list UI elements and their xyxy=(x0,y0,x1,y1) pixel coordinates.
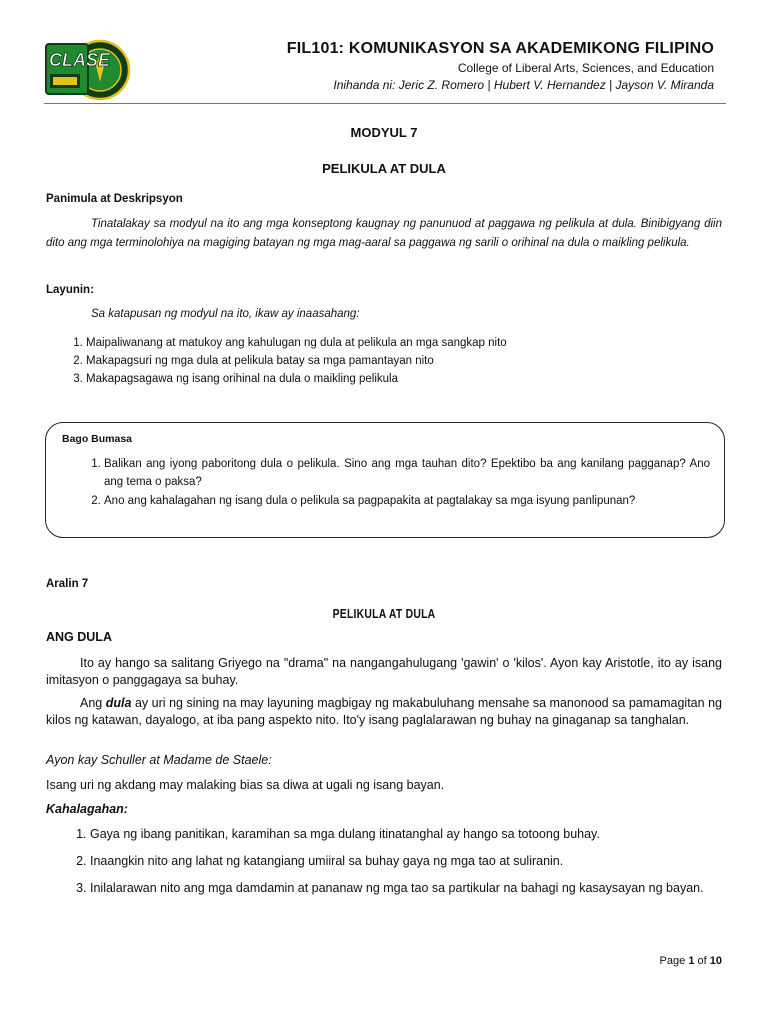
list-item: 2. Makapagsuri ng mga dula at pelikula batay sa mga pamantayan nito xyxy=(86,352,722,370)
list-item: 1. Gaya ng ibang panitikan, karamihan sa mga dulang itinatanghal ay hango sa totoong buhay. xyxy=(90,826,722,843)
objectives-list xyxy=(66,334,722,388)
objectives-heading: Layunin: xyxy=(46,284,94,296)
page-total: 10 xyxy=(709,955,722,967)
before-reading-label: Bago Bumasa xyxy=(62,433,133,445)
list-item: 1. Maipaliwanang at matukoy ang kahulugan ng dula at pelikula an mga sangkap nito xyxy=(86,334,722,352)
quote-attribution: Ayon kay Schuller at Madame de Staele: xyxy=(46,753,272,767)
list-item: 3. Makapagsagawa ng isang orihinal na dula o maikling pelikula xyxy=(86,370,722,388)
list-item: 1. Balikan ang iyong paboritong dula o pelikula. Sino ang mga tauhan dito? Epektibo ba ang kanilang pagganap? Ano ang tema o paksa? xyxy=(104,455,710,491)
logo-text: CLASE xyxy=(49,50,111,70)
page-word: Page xyxy=(659,955,686,967)
college-name: College of Liberal Arts, Sciences, and Education xyxy=(457,61,714,75)
para2-rest: ay uri ng sining na may layuning magbigay ng makabuluhang mensahe sa manonood sa pamamagitan ng kilos ng katawan, dayalogo, at iba pang aspekto nito. Ito'y isang paglalarawan ng buhay na ginaganap sa tanghalan. xyxy=(46,696,722,727)
importance-heading: Kahalagahan: xyxy=(46,802,128,816)
college-logo xyxy=(44,38,132,102)
para2-prefix: Ang xyxy=(80,696,106,710)
lesson-title: PELIKULA AT DULA xyxy=(332,606,436,621)
quote-text: Isang uri ng akdang may malaking bias sa diwa at ugali ng isang bayan. xyxy=(46,778,445,792)
list-item: 2. Inaangkin nito ang lahat ng katangiang umiiral sa buhay gaya ng mga tao at suliranin. xyxy=(90,853,722,870)
page-of: of xyxy=(697,955,707,967)
intro-heading: Panimula at Deskripsyon xyxy=(46,193,183,205)
header-divider xyxy=(44,103,726,104)
objectives-intro: Sa katapusan ng modyul na ito, ikaw ay inaasahang: xyxy=(91,308,360,320)
page-number xyxy=(660,955,722,967)
page-current: 1 xyxy=(688,955,695,967)
authors-line: Inihanda ni: Jeric Z. Romero | Hubert V. Hernandez | Jayson V. Miranda xyxy=(333,78,714,92)
list-item: 2. Ano ang kahalagahan ng isang dula o pelikula sa pagpapakita at pagtalakay sa mga isyung panlipunan? xyxy=(104,492,710,510)
dula-term: dula xyxy=(105,696,132,710)
before-reading-list xyxy=(84,455,710,511)
section-heading: ANG DULA xyxy=(46,630,112,644)
before-reading-box xyxy=(45,422,725,538)
intro-paragraph: Tinatalakay sa modyul na ito ang mga konseptong kaugnay ng panunuod at paggawa ng pelikula at dula. Binibigyang diin dito ang mga terminolohiya na magiging batayan ng mga mag-aaral sa paggawa ng sarili o orihinal na dula o maikling pelikula. xyxy=(46,218,722,249)
course-title: FIL101: KOMUNIKASYON SA AKADEMIKONG FILIPINO xyxy=(286,40,714,57)
dula-paragraph-1: Ito ay hango sa salitang Griyego na "drama" na nangangahulugang 'gawin' o 'kilos'. Ayon kay Aristotle, ito ay isang imitasyon o panggagaya sa buhay. xyxy=(46,656,722,687)
lesson-label: Aralin 7 xyxy=(46,578,89,590)
importance-list xyxy=(70,826,722,907)
module-subtitle: PELIKULA AT DULA xyxy=(322,161,446,176)
dula-paragraph-2 xyxy=(46,695,722,729)
list-item: 3. Inilalarawan nito ang mga damdamin at pananaw ng mga tao sa partikular na bahagi ng kasaysayan ng bayan. xyxy=(90,880,722,897)
module-number: MODYUL 7 xyxy=(350,125,418,140)
